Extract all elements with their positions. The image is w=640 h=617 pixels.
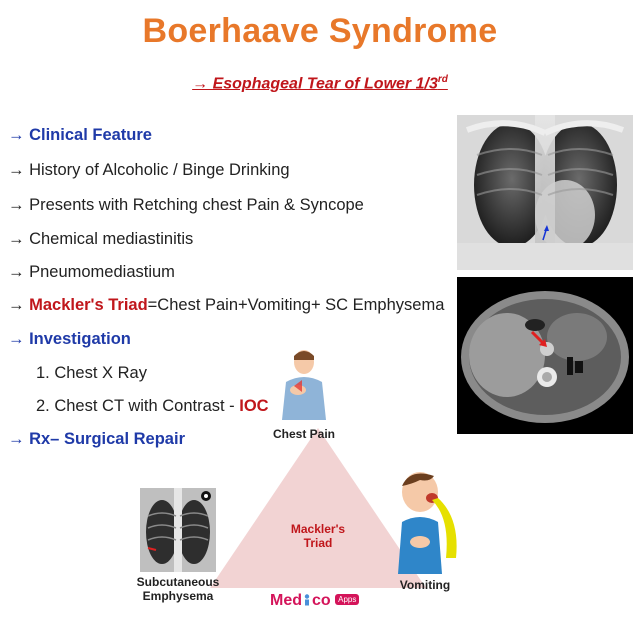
page-title: Boerhaave Syndrome xyxy=(142,12,498,50)
logo-badge: Apps xyxy=(335,594,359,605)
chest-pain-label: Chest Pain xyxy=(272,427,335,441)
vomiting-person-icon xyxy=(390,468,470,574)
chest-ct-image xyxy=(457,277,633,434)
chest-pain-person-icon xyxy=(272,346,336,420)
investigation-heading: → Investigation xyxy=(8,330,131,348)
vomiting-label: Vomiting xyxy=(399,578,451,592)
list-item: → Pneumomediastium xyxy=(8,263,175,281)
logo-figure-icon xyxy=(303,593,311,605)
list-item: → Chemical mediastinitis xyxy=(8,230,194,248)
subcutaneous-emphysema-xray xyxy=(140,488,216,572)
list-item: 2. Chest CT with Contrast - IOC xyxy=(36,397,269,415)
clinical-feature-heading: → Clinical Feature xyxy=(8,126,152,144)
list-item: → Presents with Retching chest Pain & Syncope xyxy=(8,196,364,214)
subcutaneous-emphysema-label: Subcutaneous Emphysema xyxy=(136,575,220,603)
triangle-center-label: Mackler's Triad xyxy=(290,522,346,550)
rx-heading: → Rx– Surgical Repair xyxy=(8,430,185,448)
page-subtitle: → Esophageal Tear of Lower 1/3rd xyxy=(192,74,448,93)
medicoapps-logo: Med co Apps xyxy=(270,592,380,614)
mackler-triad-line: → Mackler's Triad=Chest Pain+Vomiting+ SC Emphysema xyxy=(8,296,445,314)
list-item: 1. Chest X Ray xyxy=(36,364,147,382)
list-item: → History of Alcoholic / Binge Drinking xyxy=(8,161,290,179)
chest-xray-image xyxy=(457,115,633,270)
